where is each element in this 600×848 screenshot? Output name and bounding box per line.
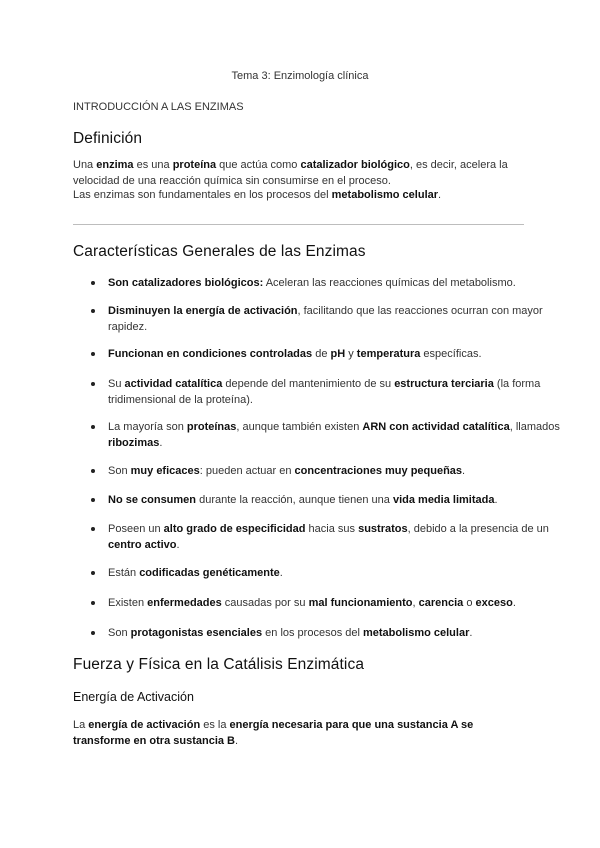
bold-term: sustratos	[358, 523, 408, 535]
section-label: INTRODUCCIÓN A LAS ENZIMAS	[73, 101, 244, 113]
list-item-text: Poseen un alto grado de especificidad hacia sus sustratos, debido a la presencia de un centro activo.	[108, 523, 549, 551]
bold-term: carencia	[418, 597, 464, 609]
bold-term: centro activo	[108, 539, 177, 551]
bullet-icon	[91, 571, 95, 575]
bold-term: enzima	[96, 159, 134, 171]
list-item	[73, 419, 563, 451]
bold-term: metabolismo celular	[331, 189, 439, 201]
list-item	[73, 521, 563, 553]
bold-term: ribozimas	[108, 437, 160, 449]
characteristics-heading: Características Generales de las Enzimas	[73, 243, 366, 260]
list-item	[73, 595, 563, 611]
list-item-text: La mayoría son proteínas, aunque también existen ARN con actividad catalítica, llamados ribozimas.	[108, 421, 560, 449]
section-divider	[73, 224, 524, 225]
bold-term: energía de activación	[88, 719, 201, 731]
list-item-text: No se consumen durante la reacción, aunque tienen una vida media limitada.	[108, 494, 498, 506]
list-item-text: Existen enfermedades causadas por su mal funcionamiento, carencia o exceso.	[108, 597, 516, 609]
bullet-icon	[91, 281, 95, 285]
bold-term: estructura terciaria	[394, 378, 494, 390]
bold-term: Funcionan en condiciones controladas	[108, 348, 313, 360]
bold-term: mal funcionamiento	[308, 597, 413, 609]
list-item-text: Disminuyen la energía de activación, facilitando que las reacciones ocurran con mayor rapidez.	[108, 305, 543, 333]
bold-term: pH	[330, 348, 346, 360]
bullet-icon	[91, 469, 95, 473]
bold-term: exceso	[475, 597, 513, 609]
bold-term: energía necesaria para que una sustancia A se transforme en otra sustancia B	[73, 719, 474, 747]
list-item	[73, 492, 563, 508]
activation-energy-heading: Energía de Activación	[73, 690, 194, 704]
bullet-icon	[91, 527, 95, 531]
list-item-text: Son protagonistas esenciales en los procesos del metabolismo celular.	[108, 627, 473, 639]
bullet-icon	[91, 498, 95, 502]
bold-term: Disminuyen la energía de activación	[108, 305, 298, 317]
bullet-icon	[91, 425, 95, 429]
bold-term: protagonistas esenciales	[130, 627, 263, 639]
bold-term: actividad catalítica	[124, 378, 223, 390]
definition-paragraph-2: Las enzimas son fundamentales en los procesos del metabolismo celular.	[73, 189, 442, 201]
list-item	[73, 303, 563, 335]
bold-term: enfermedades	[147, 597, 222, 609]
bold-term: concentraciones muy pequeñas	[294, 465, 463, 477]
bold-term: metabolismo celular	[362, 627, 470, 639]
bold-term: proteína	[172, 159, 217, 171]
list-item-text: Están codificadas genéticamente.	[108, 567, 283, 579]
bold-term: Son catalizadores biológicos:	[108, 277, 264, 289]
bold-term: codificadas genéticamente	[139, 567, 280, 579]
list-item	[73, 376, 563, 408]
definition-paragraph: Una enzima es una proteína que actúa como catalizador biológico, es decir, acelera la velocidad de una reacción química sin consumirse en el proceso.	[73, 159, 508, 187]
list-item	[73, 625, 563, 641]
bold-term: No se consumen	[108, 494, 197, 506]
bold-term: alto grado de especificidad	[163, 523, 306, 535]
list-item	[73, 565, 563, 581]
activation-energy-paragraph: La energía de activación es la energía necesaria para que una sustancia A se transforme en otra sustancia B.	[73, 719, 474, 747]
list-item	[73, 346, 563, 362]
bold-term: vida media limitada	[392, 494, 495, 506]
bullet-icon	[91, 309, 95, 313]
bold-term: catalizador biológico	[300, 159, 410, 171]
list-item-text: Son catalizadores biológicos: Aceleran las reacciones químicas del metabolismo.	[108, 277, 516, 289]
bold-term: ARN con actividad catalítica	[362, 421, 510, 433]
definition-heading: Definición	[73, 130, 143, 147]
list-item-text: Funcionan en condiciones controladas de pH y temperatura específicas.	[108, 348, 482, 360]
list-item-text: Son muy eficaces: pueden actuar en concentraciones muy pequeñas.	[108, 465, 466, 477]
bold-term: muy eficaces	[130, 465, 200, 477]
bold-term: proteínas	[186, 421, 237, 433]
bold-term: temperatura	[356, 348, 421, 360]
bullet-icon	[91, 352, 95, 356]
catalysis-heading: Fuerza y Física en la Catálisis Enzimática	[73, 656, 365, 673]
list-item	[73, 275, 563, 291]
bullet-icon	[91, 601, 95, 605]
bullet-icon	[91, 631, 95, 635]
list-item-text: Su actividad catalítica depende del mantenimiento de su estructura terciaria (la forma tridimensional de la proteína).	[108, 378, 541, 406]
list-item	[73, 463, 563, 479]
course-topic-header: Tema 3: Enzimología clínica	[231, 70, 369, 82]
bullet-icon	[91, 382, 95, 386]
